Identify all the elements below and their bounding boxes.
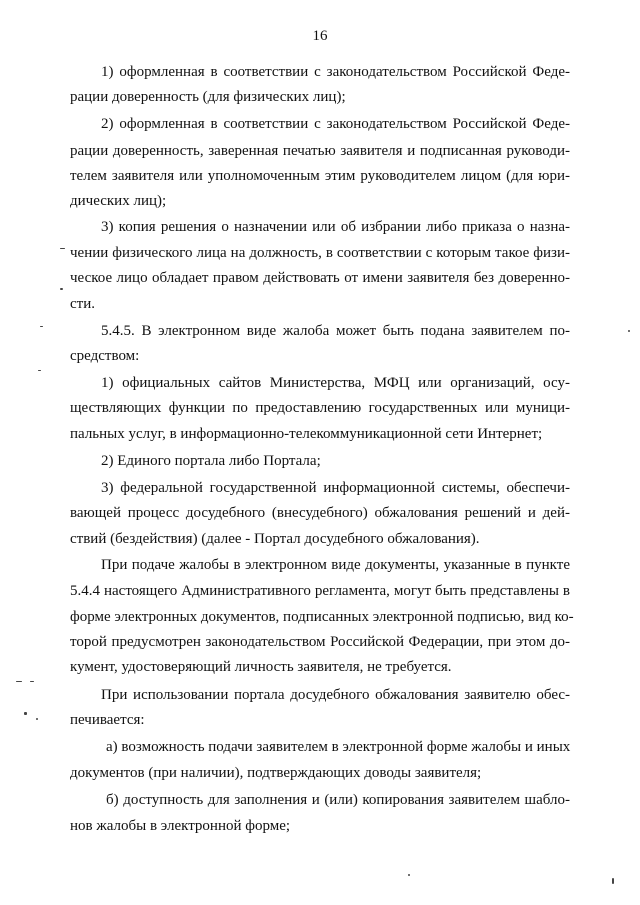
text-line: сти.: [70, 296, 95, 312]
scan-speck: [60, 288, 63, 290]
text-line: 2) оформленная в соответствии с законодательством Российской Феде-: [101, 116, 570, 132]
scan-speck: [612, 878, 614, 884]
scan-speck: [16, 681, 22, 682]
scan-speck: [408, 874, 410, 876]
text-line: При использовании портала досудебного обжалования заявителю обес-: [101, 687, 570, 703]
scan-speck: [38, 370, 41, 371]
text-line: При подаче жалобы в электронном виде документы, указанные в пункте: [101, 557, 570, 573]
scan-speck: [24, 712, 27, 715]
scan-speck: [40, 326, 43, 327]
text-line: документов (при наличии), подтверждающих доводы заявителя;: [70, 765, 482, 781]
text-line: ствий (бездействия) (далее - Портал досудебного обжалования).: [70, 531, 480, 547]
scan-speck: [60, 248, 65, 249]
text-line: 3) копия решения о назначении или об избрании либо приказа о назна-: [101, 219, 570, 235]
text-line: торой предусмотрен законодательством Российской Федерации, при этом до-: [70, 634, 570, 650]
text-line: пальных услуг, в информационно-телекоммуникационной сети Интернет;: [70, 426, 543, 442]
text-line: 5.4.4 настоящего Административного регламента, могут быть представлены в: [70, 583, 570, 599]
text-line: 1) официальных сайтов Министерства, МФЦ или организаций, осу-: [101, 375, 570, 391]
text-line: 5.4.5. В электронном виде жалоба может быть подана заявителем по-: [101, 323, 570, 339]
text-line: б) доступность для заполнения и (или) копирования заявителем шабло-: [106, 792, 570, 808]
text-line: телем заявителя или уполномоченным этим руководителем лицом (для юри-: [70, 168, 570, 184]
text-line: а) возможность подачи заявителем в электронной форме жалобы и иных: [106, 739, 571, 755]
text-line: средством:: [70, 348, 140, 364]
text-line: рации доверенность, заверенная печатью заявителя и подписанная руководи-: [70, 143, 570, 159]
text-line: печивается:: [70, 712, 145, 728]
text-line: дических лиц);: [70, 193, 167, 209]
text-line: ществляющих функции по предоставлению государственных или муници-: [70, 400, 570, 416]
scan-speck: [36, 718, 38, 720]
text-line: форме электронных документов, подписанных электронной подписью, вид ко-: [70, 609, 574, 625]
text-line: 1) оформленная в соответствии с законодательством Российской Феде-: [101, 64, 570, 80]
page-number: 16: [312, 28, 328, 44]
text-line: рации доверенность (для физических лиц);: [70, 89, 346, 105]
text-line: кумент, удостоверяющий личность заявителя, не требуется.: [70, 659, 452, 675]
text-line: 3) федеральной государственной информационной системы, обеспечи-: [101, 480, 570, 496]
text-line: нов жалобы в электронной форме;: [70, 818, 291, 834]
text-line: ческое лицо обладает правом действовать от имени заявителя без доверенно-: [70, 270, 570, 286]
scan-speck: [30, 681, 34, 682]
text-line: вающей процесс досудебного (внесудебного) обжалования решений и дей-: [70, 505, 570, 521]
text-line: 2) Единого портала либо Портала;: [101, 453, 321, 469]
scan-speck: [628, 330, 630, 332]
text-line: чении физического лица на должность, в соответствии с которым такое физи-: [70, 245, 570, 261]
